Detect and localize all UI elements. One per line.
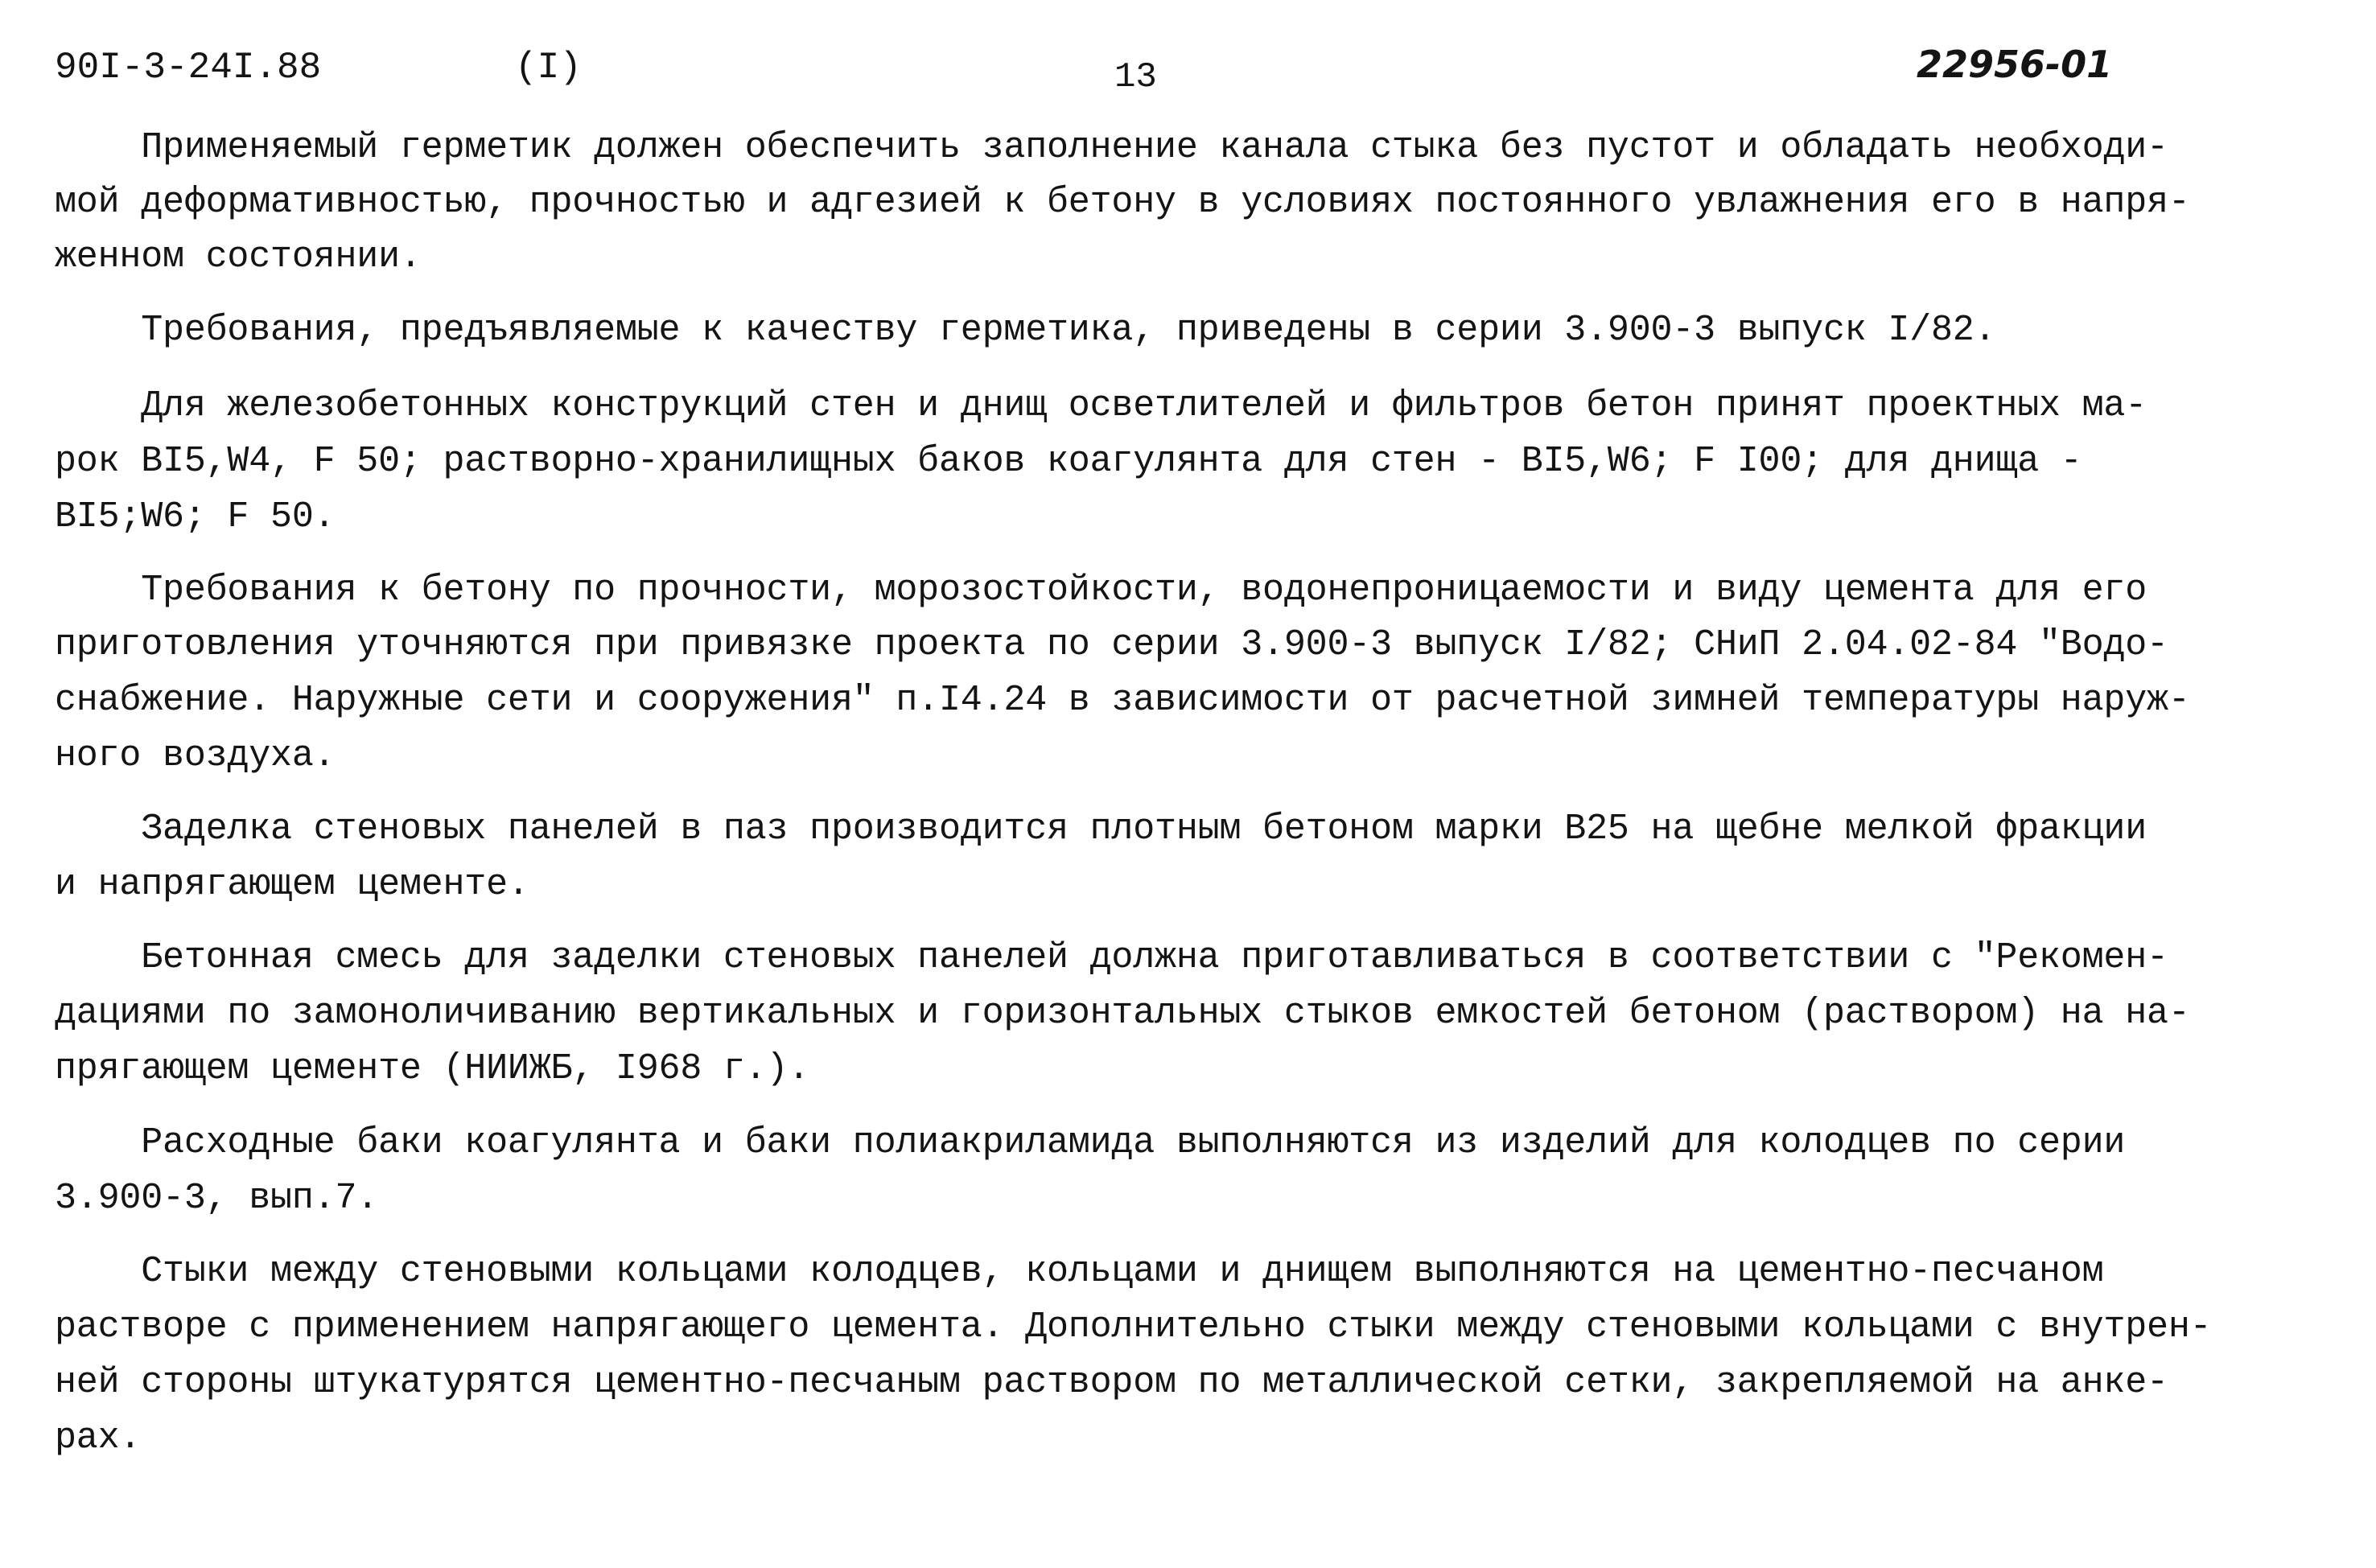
text-line: Для железобетонных конструкций стен и днищ осветлителей и фильтров бетон принят проектных ма- xyxy=(55,385,2147,426)
text-line: рок BI5,W4, F 50; растворно-хранилищных баков коагулянта для стен - BI5,W6; F I00; для днища - xyxy=(55,441,2082,482)
text-line: снабжение. Наружные сети и сооружения" п.I4.24 в зависимости от расчетной зимней температуры наруж- xyxy=(55,680,2190,721)
text-line: дациями по замоноличиванию вертикальных и горизонтальных стыков емкостей бетоном (раствором) на на- xyxy=(55,993,2190,1034)
document-code: 90I-3-24I.88 xyxy=(55,47,322,88)
text-line: мой деформативностью, прочностью и адгезией к бетону в условиях постоянного увлажнения его в напря- xyxy=(55,182,2190,223)
text-line: BI5;W6; F 50. xyxy=(55,496,336,537)
text-line: ного воздуха. xyxy=(55,735,336,776)
text-line: прягающем цементе (НИИЖБ, I968 г.). xyxy=(55,1048,810,1089)
text-line: растворе с применением напрягающего цемента. Дополнительно стыки между стеновыми кольцами с внутрен- xyxy=(55,1307,2212,1348)
text-line: Стыки между стеновыми кольцами колодцев, кольцами и днищем выполняются на цементно-песчаном xyxy=(55,1251,2104,1292)
text-line: ней стороны штукатурятся цементно-песчаным раствором по металлической сетки, закрепляемой на анке- xyxy=(55,1362,2168,1403)
text-line: 3.900-3, вып.7. xyxy=(55,1178,379,1219)
text-line: Применяемый герметик должен обеспечить заполнение канала стыка без пустот и обладать необходи- xyxy=(55,127,2168,168)
text-line: Бетонная смесь для заделки стеновых панелей должна приготавливаться в соответствии с "Рекомен- xyxy=(55,937,2168,978)
text-line: Требования, предъявляемые к качеству герметика, приведены в серии 3.900-3 выпуск I/82. xyxy=(55,310,1996,351)
text-line: Требования к бетону по прочности, морозостойкости, водонепроницаемости и виду цемента для его xyxy=(55,570,2147,611)
text-line: приготовления уточняются при привязке проекта по серии 3.900-3 выпуск I/82; СНиП 2.04.02-84 "Водо- xyxy=(55,624,2168,665)
text-line: рах. xyxy=(55,1418,142,1459)
text-line: Заделка стеновых панелей в паз производится плотным бетоном марки B25 на щебне мелкой фракции xyxy=(55,809,2147,850)
sheet-marker: (I) xyxy=(515,47,582,88)
text-line: и напрягающем цементе. xyxy=(55,864,529,905)
text-line: женном состоянии. xyxy=(55,237,422,278)
text-line: Расходные баки коагулянта и баки полиакриламида выполняются из изделий для колодцев по серии xyxy=(55,1122,2126,1163)
page-number: 13 xyxy=(1114,57,1157,97)
inventory-number: 22956-01 xyxy=(1917,43,2113,86)
